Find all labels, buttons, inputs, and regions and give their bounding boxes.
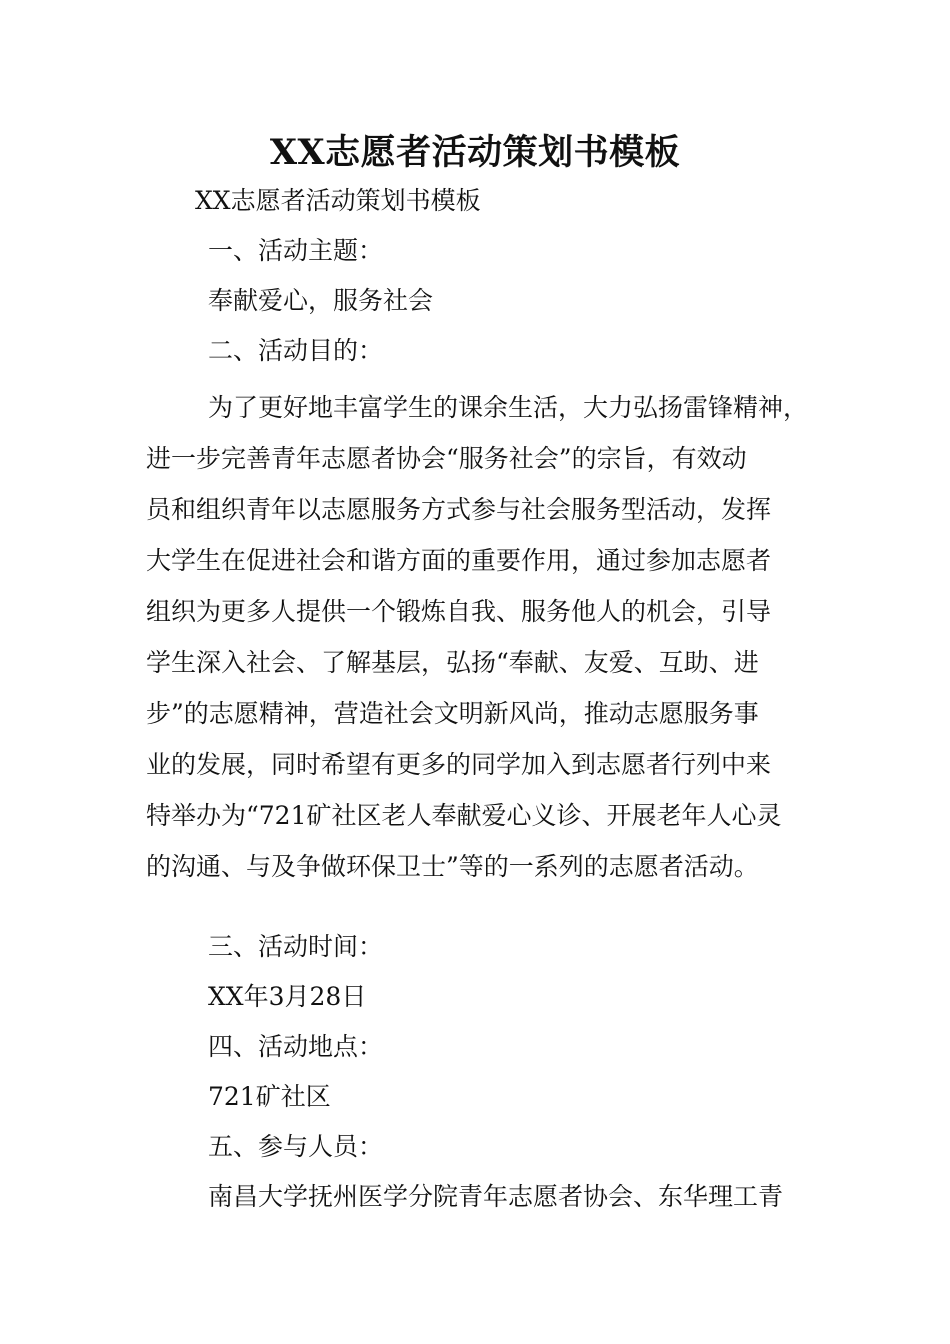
paragraph-line: 业的发展，同时希望有更多的同学加入到志愿者行列中来 (146, 750, 772, 779)
time-text: XX年3月28日 (208, 982, 367, 1011)
paragraph-line: 员和组织青年以志愿服务方式参与社会服务型活动，发挥 (146, 495, 772, 524)
document-subtitle: XX志愿者活动策划书模板 (195, 186, 481, 215)
theme-heading: 一、活动主题： (208, 236, 384, 265)
purpose-paragraph (146, 382, 816, 892)
time-heading: 三、活动时间： (208, 932, 384, 961)
place-heading: 四、活动地点： (208, 1032, 384, 1061)
paragraph-line: 学生深入社会、了解基层，弘扬“奉献、友爱、互助、进 (146, 648, 759, 677)
paragraph-line: 步”的志愿精神，营造社会文明新风尚，推动志愿服务事 (146, 699, 759, 728)
paragraph-line: 的沟通、与及争做环保卫士”等的一系列的志愿者活动。 (146, 852, 759, 881)
document-title: XX志愿者活动策划书模板 (269, 132, 681, 173)
paragraph-line: 进一步完善青年志愿者协会“服务社会”的宗旨，有效动 (146, 444, 747, 473)
purpose-heading: 二、活动目的： (208, 336, 384, 365)
place-text: 721矿社区 (208, 1082, 331, 1111)
paragraph-line: 特举办为“721矿社区老人奉献爱心义诊、开展老年人心灵 (146, 801, 782, 830)
participants-text: 南昌大学抚州医学分院青年志愿者协会、东华理工青 (208, 1182, 784, 1211)
paragraph-line: 大学生在促进社会和谐方面的重要作用，通过参加志愿者 (146, 546, 772, 575)
paragraph-line: 组织为更多人提供一个锻炼自我、服务他人的机会，引导 (146, 597, 772, 626)
paragraph-line: 为了更好地丰富学生的课余生活，大力弘扬雷锋精神， (208, 393, 809, 422)
participants-heading: 五、参与人员： (208, 1132, 384, 1161)
theme-text: 奉献爱心，服务社会 (208, 286, 434, 315)
